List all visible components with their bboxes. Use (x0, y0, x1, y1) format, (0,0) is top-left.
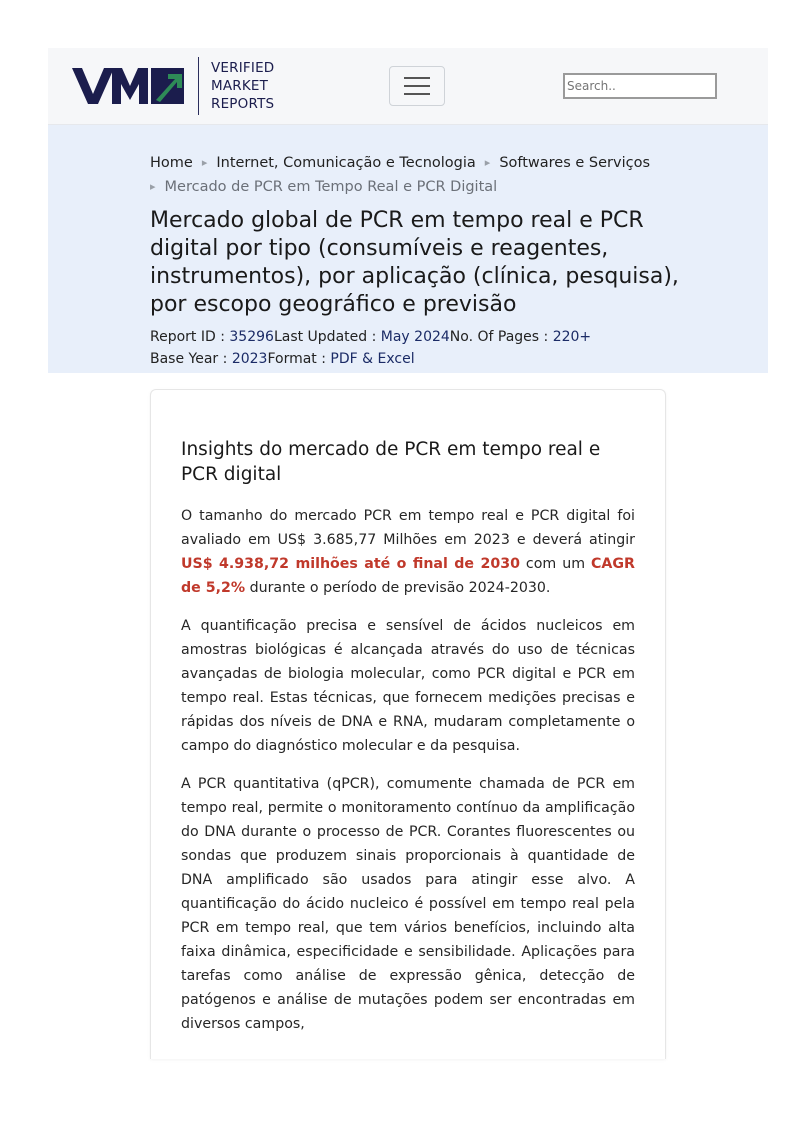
report-id-label: Report ID : (150, 329, 230, 345)
insights-paragraph: A PCR quantitativa (qPCR), comumente chamada de PCR em tempo real, permite o monitoramento contínuo da amplificação do DNA durante o processo de PCR. Corantes fluorescentes ou sondas que produzem sinais proporcionais à quantidade de DNA amplificado são usados para atingir esse alvo. A quantificação do ácido nucleico é possível em tempo real pela PCR em tempo real, que tem vários benefícios, incluindo alta faixa dinâmica, especificidade e sensibilidade. Aplicações para tarefas como análise de expressão gênica, detecção de patógenos e análise de mutações podem ser encontradas em diversos campos, (181, 776, 635, 1032)
pages-label: No. Of Pages : (449, 329, 553, 345)
report-id-value: 35296 (229, 329, 274, 345)
breadcrumb (150, 151, 690, 199)
vmr-logo[interactable] (72, 56, 274, 116)
logo-line: VERIFIED (211, 60, 275, 76)
hamburger-icon-bar (404, 77, 430, 79)
hamburger-icon-bar (404, 85, 430, 87)
breadcrumb-subcategory[interactable]: Softwares e Serviços (499, 155, 651, 171)
logo-line: REPORTS (211, 96, 275, 112)
breadcrumb-current: Mercado de PCR em Tempo Real e PCR Digital (164, 179, 498, 195)
logo-wordmark (211, 59, 274, 113)
report-hero (48, 125, 768, 373)
pages-value: 220+ (552, 329, 592, 345)
hamburger-icon-bar (404, 93, 430, 95)
insights-title: Insights do mercado de PCR em tempo real e PCR digital (181, 439, 601, 485)
insights-content (181, 437, 635, 1050)
chevron-right-icon: ▸ (484, 156, 491, 169)
insights-paragraph (181, 504, 635, 600)
site-header (48, 48, 768, 125)
highlight-forecast-value: US$ 4.938,72 milhões até o final de 2030 (181, 556, 520, 572)
search-input[interactable] (563, 73, 717, 99)
logo-divider (198, 57, 199, 115)
format-value: PDF & Excel (330, 351, 415, 367)
breadcrumb-row (150, 151, 690, 175)
base-year-value: 2023 (231, 351, 268, 367)
chevron-right-icon: ▸ (150, 180, 156, 193)
format-label: Format : (267, 351, 331, 367)
breadcrumb-category[interactable]: Internet, Comunicação e Tecnologia (216, 155, 476, 171)
logo-line: MARKET (211, 78, 269, 94)
paragraph-text: com um (519, 556, 592, 572)
insights-paragraph: A quantificação precisa e sensível de ácidos nucleicos em amostras biológicas é alcançada através do uso de técnicas avançadas de biologia molecular, como PCR digital e PCR em tempo real. Estas técnicas, que fornecem medições precisas e rápidas dos níveis de DNA e RNA, mudaram completamente o campo do diagnóstico molecular e da pesquisa. (181, 618, 635, 754)
report-meta-row (150, 326, 591, 348)
paragraph-text: O tamanho do mercado PCR em tempo real e PCR digital foi avaliado em US$ 3.685,77 Milhões em 2023 e deverá atingir (181, 508, 635, 548)
breadcrumb-home[interactable]: Home (150, 155, 193, 171)
highlight-cagr: CAGR de 5,2% (181, 556, 635, 596)
page-title: Mercado global de PCR em tempo real e PCR digital por tipo (consumíveis e reagentes, instrumentos), por aplicação (clínica, pesquisa), por escopo geográfico e previsão (150, 208, 679, 317)
breadcrumb-row (150, 175, 690, 199)
report-meta (150, 326, 591, 370)
last-updated-label: Last Updated : (273, 329, 381, 345)
chevron-right-icon: ▸ (201, 156, 208, 169)
last-updated-value: May 2024 (380, 329, 450, 345)
paragraph-text: durante o período de previsão 2024-2030. (245, 580, 551, 596)
report-meta-row (150, 348, 591, 370)
vmr-logo-mark-icon (72, 66, 184, 106)
insights-card (150, 389, 666, 1059)
base-year-label: Base Year : (150, 351, 232, 367)
menu-toggle-button[interactable] (389, 66, 445, 106)
